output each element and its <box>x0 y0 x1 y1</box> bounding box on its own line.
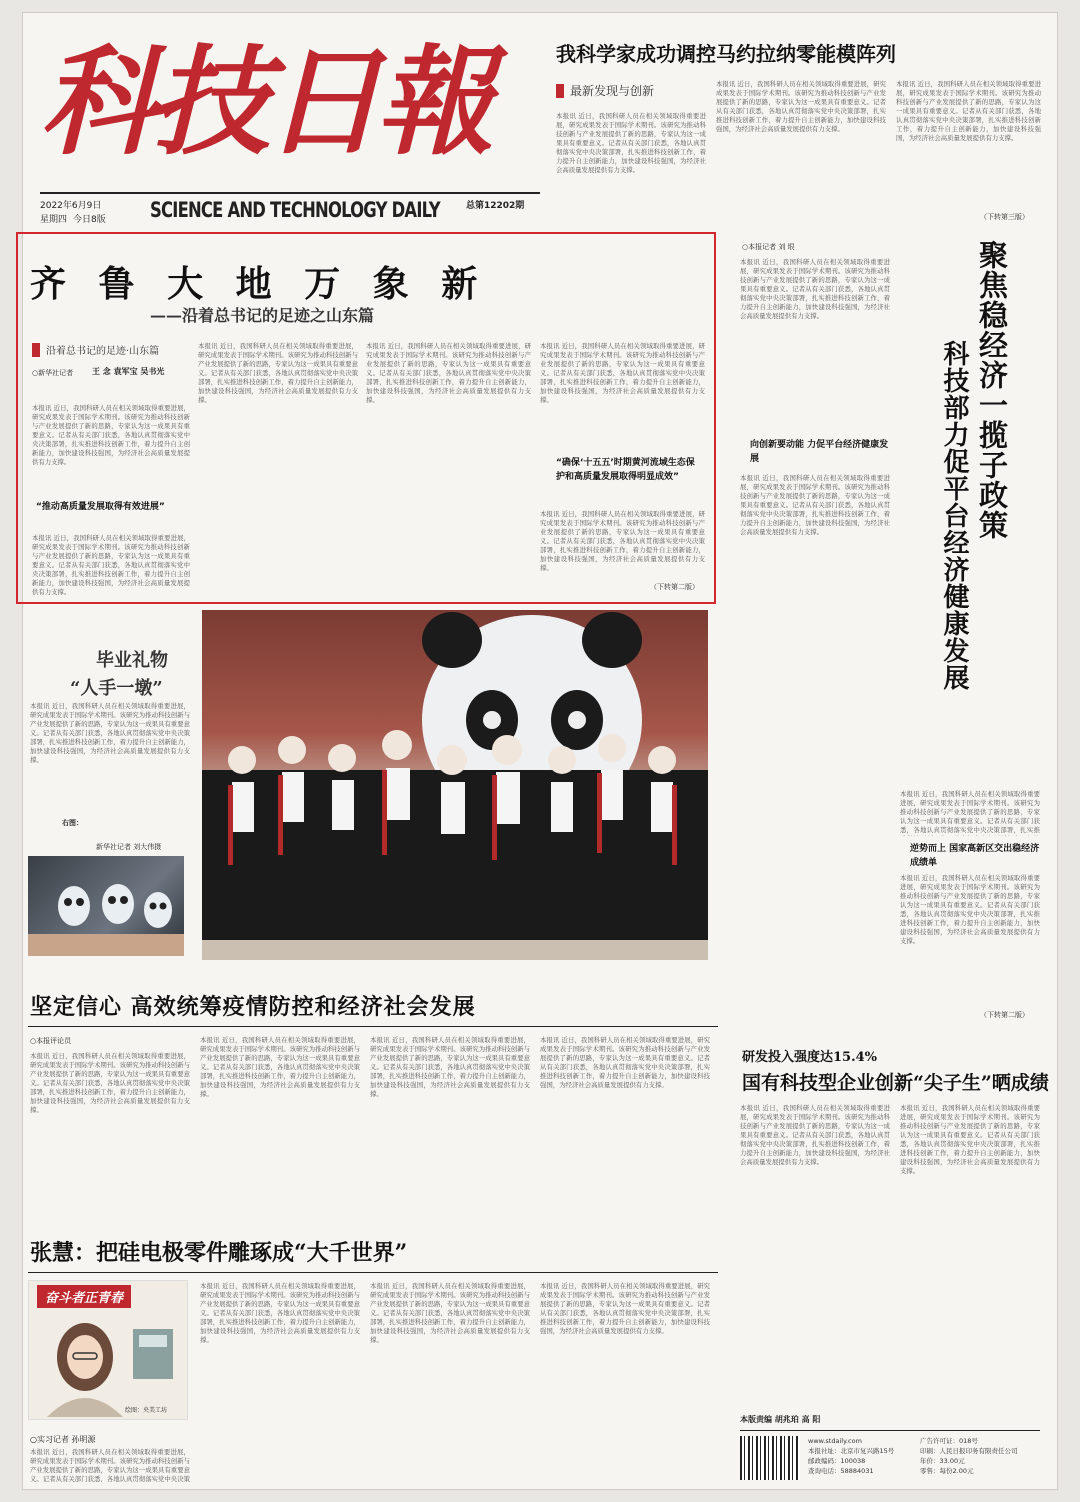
graduation-caption-label: 右图： <box>62 819 83 827</box>
commentary-byline: ○本报评论员 <box>30 1037 72 1045</box>
profile-col3: 本报讯 近日，我国科研人员在相关领域取得重要进展，研究成果发表于国际学术期刊。该研究为推动科技创新与产业发展提供了新的思路，专家认为这一成果具有重要意义。记者从有关部门获悉，各地认真贯彻落实党中央决策部署，扎实推进科技创新工作，着力提升自主创新能力，加快建设科技强国，为经济社会高质量发展提供有力支撑。 <box>370 1282 530 1344</box>
right-subhead-2: 逆势而上 国家高新区交出稳经济成绩单 <box>910 844 1040 868</box>
enterprise-col2: 本报讯 近日，我国科研人员在相关领域取得重要进展，研究成果发表于国际学术期刊。该研究为推动科技创新与产业发展提供了新的思路，专家认为这一成果具有重要意义。记者从有关部门获悉，各地认真贯彻落实党中央决策部署，扎实推进科技创新工作，着力提升自主创新能力，加快建设科技强国，为经济社会高质量发展提供有力支撑。 <box>900 1104 1040 1175</box>
right-continue: （下转第二版） <box>980 1011 1029 1019</box>
mascot-figures-icon <box>28 856 184 956</box>
right-col-text-1: 本报讯 近日，我国科研人员在相关领域取得重要进展，研究成果发表于国际学术期刊。该研究为推动科技创新与产业发展提供了新的思路，专家认为这一成果具有重要意义。记者从有关部门获悉，各地认真贯彻落实党中央决策部署，扎实推进科技创新工作，着力提升自主创新能力，加快建设科技强国，为经济社会高质量发展提供有力支撑。 <box>740 258 890 320</box>
feature-col4-bottom: 本报讯 近日，我国科研人员在相关领域取得重要进展，研究成果发表于国际学术期刊。该研究为推动科技创新与产业发展提供了新的思路，专家认为这一成果具有重要意义。记者从有关部门获悉，各地认真贯彻落实党中央决策部署，扎实推进科技创新工作，着力提升自主创新能力，加快建设科技强国，为经济社会高质量发展提供有力支撑。 <box>540 510 705 572</box>
profile-headline: 张慧：把硅电极零件雕琢成“大千世界” <box>30 1240 408 1266</box>
feature-col2: 本报讯 近日，我国科研人员在相关领域取得重要进展，研究成果发表于国际学术期刊。该研究为推动科技创新与产业发展提供了新的思路，专家认为这一成果具有重要意义。记者从有关部门获悉，各地认真贯彻落实党中央决策部署，扎实推进科技创新工作，着力提升自主创新能力，加快建设科技强国，为经济社会高质量发展提供有力支撑。 <box>198 342 358 404</box>
enterprise-kicker: 研发投入强度达15.4% <box>742 1050 878 1065</box>
page-count: 今日8版 <box>73 215 106 225</box>
graduates-mascot-icon <box>202 610 708 960</box>
graduation-heading-1: 毕业礼物 <box>96 650 168 671</box>
top-story-col1: 本报讯 近日，我国科研人员在相关领域取得重要进展，研究成果发表于国际学术期刊。该研究为推动科技创新与产业发展提供了新的思路，专家认为这一成果具有重要意义。记者从有关部门获悉，各地认真贯彻落实党中央决策部署，扎实推进科技创新工作，着力提升自主创新能力，加快建设科技强国，为经济社会高质量发展提供有力支撑。 <box>556 112 706 174</box>
feature-col1-top: 本报讯 近日，我国科研人员在相关领域取得重要进展，研究成果发表于国际学术期刊。该研究为推动科技创新与产业发展提供了新的思路，专家认为这一成果具有重要意义。记者从有关部门获悉，各地认真贯彻落实党中央决策部署，扎实推进科技创新工作，着力提升自主创新能力，加快建设科技强国，为经济社会高质量发展提供有力支撑。 <box>32 404 190 466</box>
commentary-col4: 本报讯 近日，我国科研人员在相关领域取得重要进展，研究成果发表于国际学术期刊。该研究为推动科技创新与产业发展提供了新的思路，专家认为这一成果具有重要意义。记者从有关部门获悉，各地认真贯彻落实党中央决策部署，扎实推进科技创新工作，着力提升自主创新能力，加快建设科技强国，为经济社会高质量发展提供有力支撑。 <box>540 1036 710 1089</box>
commentary-rule <box>28 1026 718 1027</box>
right-byline: ○本报记者 刘 垠 <box>742 243 795 251</box>
mascot-photo <box>28 856 184 956</box>
profile-caption: 绘图：央美工坊 <box>125 1407 168 1414</box>
right-col-text-4: 本报讯 近日，我国科研人员在相关领域取得重要进展，研究成果发表于国际学术期刊。该研究为推动科技创新与产业发展提供了新的思路，专家认为这一成果具有重要意义。记者从有关部门获悉，各地认真贯彻落实党中央决策部署，扎实推进科技创新工作，着力提升自主创新能力，加快建设科技强国，为经济社会高质量发展提供有力支撑。 <box>900 874 1040 945</box>
commentary-col2: 本报讯 近日，我国科研人员在相关领域取得重要进展，研究成果发表于国际学术期刊。该研究为推动科技创新与产业发展提供了新的思路，专家认为这一成果具有重要意义。记者从有关部门获悉，各地认真贯彻落实党中央决策部署，扎实推进科技创新工作，着力提升自主创新能力，加快建设科技强国，为经济社会高质量发展提供有力支撑。 <box>200 1036 360 1098</box>
enterprise-col1: 本报讯 近日，我国科研人员在相关领域取得重要进展，研究成果发表于国际学术期刊。该研究为推动科技创新与产业发展提供了新的思路，专家认为这一成果具有重要意义。记者从有关部门获悉，各地认真贯彻落实党中央决策部署，扎实推进科技创新工作，着力提升自主创新能力，加快建设科技强国，为经济社会高质量发展提供有力支撑。 <box>740 1104 890 1166</box>
profile-col4: 本报讯 近日，我国科研人员在相关领域取得重要进展，研究成果发表于国际学术期刊。该研究为推动科技创新与产业发展提供了新的思路，专家认为这一成果具有重要意义。记者从有关部门获悉，各地认真贯彻落实党中央决策部署，扎实推进科技创新工作，着力提升自主创新能力，加快建设科技强国，为经济社会高质量发展提供有力支撑。 <box>540 1282 710 1335</box>
commentary-col1: 本报讯 近日，我国科研人员在相关领域取得重要进展，研究成果发表于国际学术期刊。该研究为推动科技创新与产业发展提供了新的思路，专家认为这一成果具有重要意义。记者从有关部门获悉，各地认真贯彻落实党中央决策部署，扎实推进科技创新工作，着力提升自主创新能力，加快建设科技强国，为经济社会高质量发展提供有力支撑。 <box>30 1052 190 1114</box>
graduation-heading-2: “人手一墩” <box>70 678 163 699</box>
footer-price-year: 年价：33.00元 <box>920 1457 965 1465</box>
profile-banner: 奋斗者正青春 <box>37 1285 131 1308</box>
footer-website: www.stdaily.com <box>808 1437 862 1445</box>
weekday: 星期四 <box>40 215 68 225</box>
issue-number: 总第12202期 <box>466 201 525 211</box>
feature-subhead-1: “推动高质量发展取得有效进展” <box>36 502 165 512</box>
footer-license: 广告许可证：018号 <box>920 1437 978 1445</box>
top-story-col2: 本报讯 近日，我国科研人员在相关领域取得重要进展，研究成果发表于国际学术期刊。该研究为推动科技创新与产业发展提供了新的思路，专家认为这一成果具有重要意义。记者从有关部门获悉，各地认真贯彻落实党中央决策部署，扎实推进科技创新工作，着力提升自主创新能力，加快建设科技强国，为经济社会高质量发展提供有力支撑。 <box>716 80 886 133</box>
commentary-headline: 坚定信心 高效统筹疫情防控和经济社会发展 <box>30 994 476 1020</box>
top-story-col3: 本报讯 近日，我国科研人员在相关领域取得重要进展，研究成果发表于国际学术期刊。该研究为推动科技创新与产业发展提供了新的思路，专家认为这一成果具有重要意义。记者从有关部门获悉，各地认真贯彻落实党中央决策部署，扎实推进科技创新工作，着力提升自主创新能力，加快建设科技强国，为经济社会高质量发展提供有力支撑。 <box>896 80 1041 142</box>
page-editors: 本版责编 胡兆珀 高 阳 <box>740 1415 821 1424</box>
right-col-text-3: 本报讯 近日，我国科研人员在相关领域取得重要进展，研究成果发表于国际学术期刊。该研究为推动科技创新与产业发展提供了新的思路，专家认为这一成果具有重要意义。记者从有关部门获悉，各地认真贯彻落实党中央决策部署，扎实推 <box>900 790 1040 834</box>
section-marker-icon <box>556 84 564 98</box>
feature-subtitle: ——沿着总书记的足迹之山东篇 <box>150 306 375 325</box>
footer-postcode: 邮政编码：100038 <box>808 1457 866 1465</box>
footer-address: 本报社址：北京市复兴路15号 <box>808 1447 895 1455</box>
profile-illustration <box>28 1280 188 1420</box>
graduation-caption-text: 本报讯 近日，我国科研人员在相关领域取得重要进展，研究成果发表于国际学术期刊。该研究为推动科技创新与产业发展提供了新的思路，专家认为这一成果具有重要意义。记者从有关部门获悉，各地认真贯彻落实党中央决策部署，扎实推进科技创新工作，着力提升自主创新能力，加快建设科技强国，为经济社会高质量发展提供有力支撑。 <box>30 702 190 764</box>
profile-rule <box>28 1272 718 1273</box>
footer-printer: 印刷：人民日报印务有限责任公司 <box>920 1447 1018 1455</box>
feature-authors: 王 念 袁军宝 吴书光 <box>92 367 165 376</box>
feature-title: 齐 鲁 大 地 万 象 新 <box>30 263 488 305</box>
footer-phone: 查询电话：58884031 <box>808 1467 874 1475</box>
feature-continue: （下转第二版） <box>650 583 699 591</box>
feature-col3: 本报讯 近日，我国科研人员在相关领域取得重要进展，研究成果发表于国际学术期刊。该研究为推动科技创新与产业发展提供了新的思路，专家认为这一成果具有重要意义。记者从有关部门获悉，各地认真贯彻落实党中央决策部署，扎实推进科技创新工作，着力提升自主创新能力，加快建设科技强国，为经济社会高质量发展提供有力支撑。 <box>366 342 531 404</box>
right-vertical-headline-2: 科技部力促平台经济健康发展 <box>939 340 969 691</box>
feature-column: 沿着总书记的足迹·山东篇 <box>32 342 159 357</box>
column-marker-icon <box>32 343 40 357</box>
graduation-credit: 新华社记者 刘大伟摄 <box>96 843 162 851</box>
right-col-text-2: 本报讯 近日，我国科研人员在相关领域取得重要进展，研究成果发表于国际学术期刊。该研究为推动科技创新与产业发展提供了新的思路，专家认为这一成果具有重要意义。记者从有关部门获悉，各地认真贯彻落实党中央决策部署，扎实推进科技创新工作，着力提升自主创新能力，加快建设科技强国，为经济社会高质量发展提供有力支撑。 <box>740 474 890 536</box>
barcode-icon <box>740 1436 800 1480</box>
footer-right <box>920 1436 1038 1476</box>
profile-col1: 本报讯 近日，我国科研人员在相关领域取得重要进展，研究成果发表于国际学术期刊。该研究为推动科技创新与产业发展提供了新的思路，专家认为这一成果具有重要意义。记者从有关部门获悉，各地认真贯彻落实党中央决策 <box>30 1448 190 1482</box>
footer-price-issue: 零售：每份2.00元 <box>920 1467 974 1475</box>
weekday-info <box>40 212 106 225</box>
top-story-section: 最新发现与创新 <box>556 82 654 99</box>
commentary-col3: 本报讯 近日，我国科研人员在相关领域取得重要进展，研究成果发表于国际学术期刊。该研究为推动科技创新与产业发展提供了新的思路，专家认为这一成果具有重要意义。记者从有关部门获悉，各地认真贯彻落实党中央决策部署，扎实推进科技创新工作，着力提升自主创新能力，加快建设科技强国，为经济社会高质量发展提供有力支撑。 <box>370 1036 530 1098</box>
masthead-logo: 科技日報 <box>40 32 489 171</box>
footer-left <box>808 1436 894 1476</box>
feature-col4-top: 本报讯 近日，我国科研人员在相关领域取得重要进展，研究成果发表于国际学术期刊。该研究为推动科技创新与产业发展提供了新的思路，专家认为这一成果具有重要意义。记者从有关部门获悉，各地认真贯彻落实党中央决策部署，扎实推进科技创新工作，着力提升自主创新能力，加快建设科技强国，为经济社会高质量发展提供有力支撑。 <box>540 342 705 404</box>
right-vertical-headline-1: 聚焦稳经济一揽子政策 <box>975 240 1009 540</box>
profile-col2: 本报讯 近日，我国科研人员在相关领域取得重要进展，研究成果发表于国际学术期刊。该研究为推动科技创新与产业发展提供了新的思路，专家认为这一成果具有重要意义。记者从有关部门获悉，各地认真贯彻落实党中央决策部署，扎实推进科技创新工作，着力提升自主创新能力，加快建设科技强国，为经济社会高质量发展提供有力支撑。 <box>200 1282 360 1344</box>
enterprise-headline: 国有科技型企业创新“尖子生”晒成绩 <box>742 1072 1049 1094</box>
graduation-photo <box>202 610 708 960</box>
footer-rule <box>740 1430 1040 1431</box>
english-title: SCIENCE AND TECHNOLOGY DAILY <box>150 198 440 222</box>
top-story-headline: 我科学家成功调控马约拉纳零能模阵列 <box>556 42 896 66</box>
feature-subhead-2: “确保‘十五五’时期黄河流域生态保护和高质量发展取得明显成效” <box>556 458 695 482</box>
top-story-continue: （下转第三版） <box>980 213 1029 221</box>
profile-portrait-icon <box>39 1313 179 1417</box>
feature-col1-bottom: 本报讯 近日，我国科研人员在相关领域取得重要进展，研究成果发表于国际学术期刊。该研究为推动科技创新与产业发展提供了新的思路，专家认为这一成果具有重要意义。记者从有关部门获悉，各地认真贯彻落实党中央决策部署，扎实推进科技创新工作，着力提升自主创新能力，加快建设科技强国，为经济社会高质量发展提供有力支撑。 <box>32 534 190 596</box>
issue-date: 2022年6月9日 <box>40 201 102 211</box>
feature-byline-prefix: ○新华社记者 <box>32 369 74 377</box>
profile-byline: ○实习记者 孙明源 <box>30 1435 96 1444</box>
right-subhead-1: 向创新要动能 力促平台经济健康发展 <box>750 440 889 464</box>
masthead-rule <box>40 192 540 194</box>
